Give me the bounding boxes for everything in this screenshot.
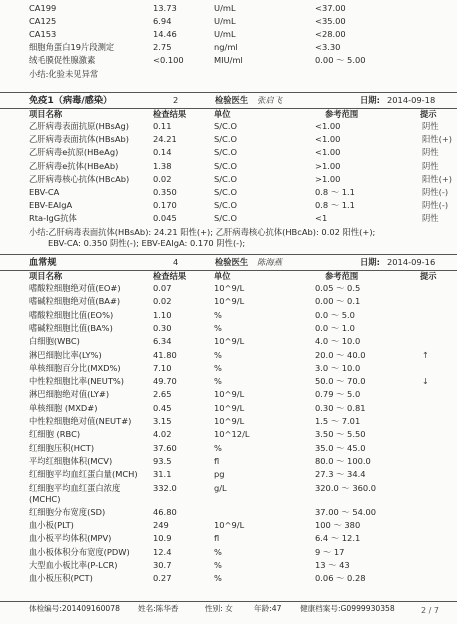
item-unit: S/C.O	[214, 187, 238, 197]
item-unit: S/C.O	[214, 134, 238, 145]
blood-section-header	[0, 254, 457, 271]
table-row	[0, 506, 457, 518]
item-name: 嗜碱粒细胞绝对值(BA#)	[29, 296, 121, 307]
item-name: Rta-IgG抗体	[29, 213, 77, 224]
item-unit: ng/ml	[214, 42, 238, 52]
item-flag: 阳性(+)	[422, 134, 453, 145]
item-value: 0.02	[153, 173, 172, 184]
header-value: 检查结果	[153, 109, 187, 119]
table-row	[0, 546, 457, 558]
item-unit: MIU/ml	[214, 55, 243, 65]
immune-section-number: 2	[173, 95, 179, 105]
item-unit: fl	[214, 455, 220, 466]
item-name: 乙肝病毒核心抗体(HBcAb)	[29, 173, 130, 184]
item-name: 嗜碱粒细胞比值(BA%)	[29, 322, 113, 333]
table-row	[0, 468, 457, 480]
table-row	[0, 133, 457, 145]
item-reference-range: <1.00	[315, 121, 341, 131]
table-row	[0, 559, 457, 571]
item-reference-range: 1.5 ～ 7.01	[315, 416, 361, 426]
item-reference-range: 0.0 ～ 1.0	[315, 322, 355, 333]
item-flag: 阴性	[422, 213, 439, 224]
item-name: 淋巴细胞绝对值(LY#)	[29, 389, 110, 400]
item-reference-range: 0.79 ～ 5.0	[315, 389, 361, 400]
item-flag: 阳性(+)	[422, 173, 453, 184]
table-row	[0, 309, 457, 321]
item-unit: U/mL	[214, 3, 236, 13]
table-row	[0, 362, 457, 374]
item-flag: ↓	[422, 376, 429, 387]
item-reference-range: 100 ～ 380	[315, 520, 361, 531]
item-reference-range: 0.30 ～ 0.81	[315, 402, 366, 413]
item-reference-range: 4.0 ～ 10.0	[315, 336, 361, 347]
item-reference-range: <3.30	[315, 42, 341, 52]
item-reference-range: <28.00	[315, 29, 346, 39]
item-unit: U/mL	[214, 16, 236, 26]
table-row	[0, 173, 457, 185]
item-reference-range: <1	[315, 213, 328, 224]
table-row	[0, 2, 457, 14]
item-unit: 10^9/L	[214, 416, 245, 426]
item-unit: 10^12/L	[214, 429, 250, 440]
header-value: 检查结果	[153, 271, 187, 281]
item-value: 0.170	[153, 200, 177, 211]
item-name: CA199	[29, 3, 57, 13]
item-reference-range: <1.00	[315, 134, 341, 145]
item-name: 红细胞分布宽度(SD)	[29, 506, 106, 517]
table-row	[0, 15, 457, 27]
item-name: 红细胞平均血红蛋白浓度	[29, 482, 121, 493]
item-value: 2.65	[153, 389, 172, 400]
item-reference-range: 0.00 ～ 5.00	[315, 55, 366, 65]
item-value: 0.07	[153, 283, 172, 293]
table-row	[0, 28, 457, 40]
header-unit: 单位	[214, 271, 231, 281]
blood-section-title: 血常规	[29, 257, 57, 268]
item-flag: 阴性	[422, 121, 439, 131]
item-flag: 阴性(-)	[422, 187, 449, 197]
immune-summary-line2: EBV-CA: 0.350 阴性(-); EBV-EAIgA: 0.170 阴性(-);	[48, 238, 246, 248]
header-flag: 提示	[420, 109, 437, 119]
item-unit: %	[214, 546, 222, 557]
item-unit: %	[214, 322, 222, 333]
item-reference-range: 3.50 ～ 5.50	[315, 429, 366, 440]
item-value: 46.80	[153, 506, 177, 517]
item-reference-range: 0.05 ～ 0.5	[315, 283, 361, 293]
table-row	[0, 442, 457, 454]
item-unit: S/C.O	[214, 160, 238, 171]
item-unit: 10^9/L	[214, 336, 245, 347]
item-name: 红细胞压积(HCT)	[29, 442, 95, 453]
item-value: 0.30	[153, 322, 172, 333]
item-reference-range: 0.8 ～ 1.1	[315, 187, 355, 197]
item-unit: fl	[214, 533, 220, 544]
item-value: 7.10	[153, 362, 172, 373]
item-name: 单核细胞百分比(MXD%)	[29, 362, 121, 373]
blood-date-label: 日期:	[360, 257, 380, 267]
immune-doctor-label: 检验医生	[215, 95, 249, 105]
item-name: 大型血小板比率(P-LCR)	[29, 560, 118, 570]
immune-doctor-name: 张启飞	[257, 95, 282, 105]
item-name: 血小板平均体积(MPV)	[29, 533, 112, 544]
item-name: 嗜酸粒细胞比值(EO%)	[29, 309, 114, 320]
table-row	[0, 54, 457, 66]
health-file-number: 健康档案号:G0999930358	[300, 604, 395, 613]
item-name: 血小板体积分布宽度(PDW)	[29, 546, 130, 557]
item-unit: pg	[214, 469, 225, 480]
item-value: 0.350	[153, 187, 177, 197]
item-name: 血小板(PLT)	[29, 520, 74, 531]
table-row	[0, 186, 457, 198]
item-name-continuation: (MCHC)	[29, 493, 61, 504]
page-indicator: 2 / 7	[421, 606, 439, 615]
item-value: 31.1	[153, 469, 172, 480]
item-unit: 10^9/L	[214, 283, 245, 293]
immune-section-title: 免疫1（病毒/感染）	[29, 95, 113, 106]
item-reference-range: 20.0 ～ 40.0	[315, 349, 366, 360]
item-name: EBV-CA	[29, 187, 60, 197]
item-value: 6.34	[153, 336, 172, 347]
item-name: 乙肝病毒表面抗体(HBsAb)	[29, 134, 130, 145]
top-summary: 小结:化验未见异常	[29, 69, 99, 79]
item-unit: 10^9/L	[214, 402, 245, 413]
item-unit: S/C.O	[214, 147, 238, 158]
item-value: 0.27	[153, 573, 172, 584]
patient-footer	[0, 601, 457, 616]
item-reference-range: <35.00	[315, 16, 346, 26]
item-reference-range: 0.06 ～ 0.28	[315, 573, 366, 584]
item-reference-range: 0.00 ～ 0.1	[315, 296, 361, 307]
item-value: 12.4	[153, 546, 172, 557]
item-value: 0.14	[153, 147, 172, 158]
item-name: 淋巴细胞比率(LY%)	[29, 349, 102, 360]
item-unit: U/mL	[214, 29, 236, 39]
item-value: 0.45	[153, 402, 172, 413]
item-name: 单核细胞 (MXD#)	[29, 402, 98, 413]
item-value: 1.38	[153, 160, 172, 171]
table-row	[0, 455, 457, 467]
item-unit: S/C.O	[214, 200, 238, 211]
table-row	[0, 519, 457, 531]
exam-number: 体检编号:201409160078	[29, 604, 120, 613]
item-unit: g/L	[214, 482, 227, 493]
item-reference-range: >1.00	[315, 160, 341, 171]
blood-doctor-label: 检验医生	[215, 257, 249, 267]
item-name: CA125	[29, 16, 57, 26]
item-value: 93.5	[153, 455, 172, 466]
item-reference-range: 0.0 ～ 5.0	[315, 309, 355, 320]
item-flag: 阴性(-)	[422, 200, 449, 211]
table-row	[0, 572, 457, 584]
item-value: 0.02	[153, 296, 172, 307]
table-row-continuation	[0, 493, 457, 505]
table-row	[0, 160, 457, 172]
item-reference-range: 6.4 ～ 12.1	[315, 533, 361, 544]
item-name: 中性粒细胞绝对值(NEUT#)	[29, 416, 132, 426]
table-row	[0, 388, 457, 400]
blood-section-number: 4	[173, 257, 179, 267]
item-name: 嗜酸粒细胞绝对值(EO#)	[29, 283, 121, 293]
item-unit: %	[214, 376, 222, 387]
table-row	[0, 532, 457, 544]
item-value: 249	[153, 520, 169, 531]
table-row	[0, 335, 457, 347]
item-value: 1.10	[153, 309, 172, 320]
item-name: 红细胞 (RBC)	[29, 429, 81, 440]
item-unit: %	[214, 442, 222, 453]
table-row	[0, 41, 457, 53]
item-unit: S/C.O	[214, 121, 238, 131]
item-reference-range: 35.0 ～ 45.0	[315, 442, 366, 453]
table-row	[0, 375, 457, 387]
item-name: 乙肝病毒e抗原(HBeAg)	[29, 147, 119, 158]
item-value: 3.15	[153, 416, 172, 426]
item-reference-range: 0.8 ～ 1.1	[315, 200, 355, 211]
blood-date: 2014-09-16	[387, 257, 436, 267]
item-value: 30.7	[153, 560, 172, 570]
item-name: 平均红细胞体积(MCV)	[29, 455, 113, 466]
header-name: 项目名称	[29, 109, 63, 119]
item-name: EBV-EAIgA	[29, 200, 73, 211]
blood-doctor-name: 陈海燕	[257, 257, 282, 267]
item-value: 49.70	[153, 376, 177, 387]
immune-date: 2014-09-18	[387, 95, 436, 105]
header-ref: 参考范围	[325, 271, 359, 281]
item-name: 细胞角蛋白19片段测定	[29, 42, 115, 52]
item-unit: %	[214, 362, 222, 373]
item-flag: 阴性	[422, 160, 439, 171]
patient-name: 姓名:陈华香	[138, 604, 179, 613]
header-name: 项目名称	[29, 271, 63, 281]
table-row	[0, 428, 457, 440]
item-reference-range: 320.0 ～ 360.0	[315, 482, 377, 493]
item-reference-range: 9 ～ 17	[315, 546, 345, 557]
table-row	[0, 146, 457, 158]
item-unit: %	[214, 349, 222, 360]
item-flag: ↑	[422, 349, 429, 360]
header-ref: 参考范围	[325, 109, 359, 119]
table-row	[0, 415, 457, 427]
item-value: 0.11	[153, 121, 172, 131]
immune-column-headers	[0, 108, 457, 120]
item-unit: 10^9/L	[214, 296, 245, 307]
item-name: 中性粒细胞比率(NEUT%)	[29, 376, 125, 387]
table-row	[0, 322, 457, 334]
item-value: 14.46	[153, 29, 177, 39]
item-value: 332.0	[153, 482, 177, 493]
table-row	[0, 402, 457, 414]
item-unit: %	[214, 309, 222, 320]
item-value: <0.100	[153, 55, 184, 65]
item-reference-range: 3.0 ～ 10.0	[315, 362, 361, 373]
item-unit: S/C.O	[214, 173, 238, 184]
item-name: 红细胞平均血红蛋白量(MCH)	[29, 469, 138, 480]
item-value: 37.60	[153, 442, 177, 453]
item-name: CA153	[29, 29, 57, 39]
item-reference-range: >1.00	[315, 173, 341, 184]
item-name: 乙肝病毒表面抗原(HBsAg)	[29, 121, 130, 131]
immune-summary-line1: 小结:乙肝病毒表面抗体(HBsAb): 24.21 阳性(+); 乙肝病毒核心抗体(HBcAb): 0.02 阳性(+);	[29, 227, 376, 237]
item-value: 2.75	[153, 42, 172, 52]
item-name: 血小板压积(PCT)	[29, 573, 93, 584]
item-value: 0.045	[153, 213, 177, 224]
blood-column-headers	[0, 270, 457, 282]
item-value: 6.94	[153, 16, 172, 26]
item-reference-range: 13 ～ 43	[315, 560, 350, 570]
item-reference-range: 80.0 ～ 100.0	[315, 455, 371, 466]
table-row	[0, 282, 457, 294]
item-value: 13.73	[153, 3, 177, 13]
item-reference-range: <1.00	[315, 147, 341, 158]
table-row	[0, 295, 457, 307]
item-value: 24.21	[153, 134, 177, 145]
item-name: 白细胞(WBC)	[29, 336, 80, 347]
immune-section-header	[0, 92, 457, 109]
item-flag: 阴性	[422, 147, 439, 158]
item-value: 10.9	[153, 533, 172, 544]
immune-date-label: 日期:	[360, 95, 380, 105]
patient-age: 年龄:47	[254, 604, 282, 613]
item-value: 4.02	[153, 429, 172, 440]
item-unit: S/C.O	[214, 213, 238, 224]
table-row	[0, 212, 457, 224]
patient-sex: 性别: 女	[205, 604, 233, 613]
item-unit: %	[214, 560, 222, 570]
item-name: 乙肝病毒e抗体(HBeAb)	[29, 160, 119, 171]
item-value: 41.80	[153, 349, 177, 360]
item-reference-range: <37.00	[315, 3, 346, 13]
table-row	[0, 120, 457, 132]
header-unit: 单位	[214, 109, 231, 119]
item-unit: 10^9/L	[214, 389, 245, 400]
item-reference-range: 37.00 ～ 54.00	[315, 506, 377, 517]
header-flag: 提示	[420, 271, 437, 281]
item-reference-range: 50.0 ～ 70.0	[315, 376, 366, 387]
table-row	[0, 349, 457, 361]
item-name: 绒毛膜促性腺激素	[29, 55, 96, 65]
item-unit: %	[214, 573, 222, 584]
table-row	[0, 199, 457, 211]
item-unit: 10^9/L	[214, 520, 245, 531]
item-reference-range: 27.3 ～ 34.4	[315, 469, 366, 480]
